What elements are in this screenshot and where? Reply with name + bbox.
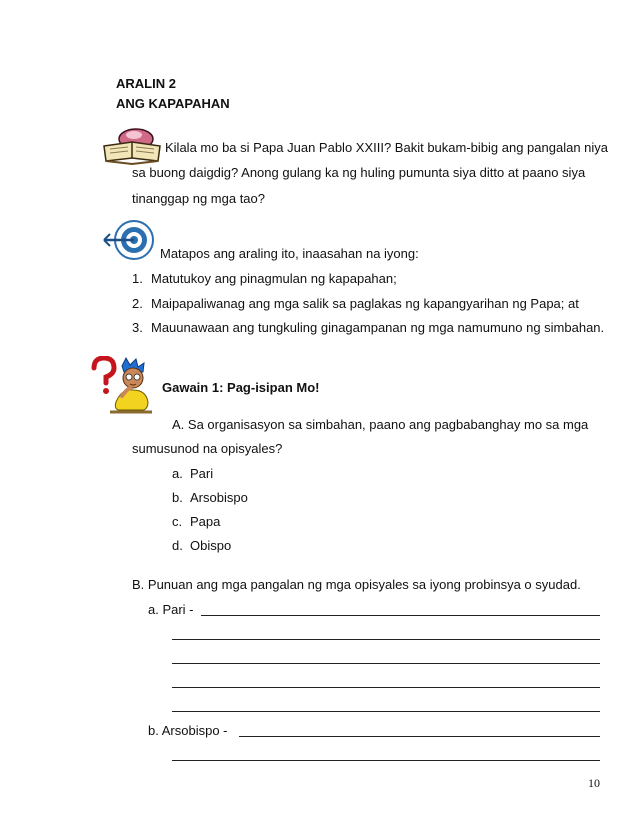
target-arrow-icon xyxy=(100,216,156,266)
option-text-b: Arsobispo xyxy=(190,490,248,505)
answer-line[interactable] xyxy=(172,663,600,664)
objective-num-3: 3. xyxy=(132,320,143,335)
part-a-line-1: A. Sa organisasyon sa simbahan, paano ang pagbabanghay mo sa mga xyxy=(172,417,589,432)
answer-line[interactable] xyxy=(172,711,600,712)
option-letter-b: b. xyxy=(172,490,183,505)
option-letter-c: c. xyxy=(172,514,183,529)
part-b-prompt: B. Punuan ang mga pangalan ng mga opisyales sa iyong probinsya o syudad. xyxy=(132,577,581,592)
answer-line[interactable] xyxy=(172,760,600,761)
lesson-title: ANG KAPAPAHAN xyxy=(116,96,230,111)
objective-num-1: 1. xyxy=(132,271,143,286)
objective-num-2: 2. xyxy=(132,296,143,311)
answer-line[interactable] xyxy=(239,736,600,737)
intro-line-2: sa buong daigdig? Anong gulang ka ng huling pumunta siya ditto at paano siya xyxy=(132,165,586,180)
answer-line[interactable] xyxy=(172,687,600,688)
book-icon xyxy=(100,126,164,166)
objective-text-1: Matutukoy ang pinagmulan ng kapapahan; xyxy=(151,271,397,286)
option-letter-d: d. xyxy=(172,538,183,553)
part-b-label-pari: a. Pari - xyxy=(148,602,194,617)
intro-line-1: Kilala mo ba si Papa Juan Pablo XXIII? Bakit bukam-bibig ang pangalan niya xyxy=(165,140,609,155)
intro-line-3: tinanggap ng mga tao? xyxy=(132,191,265,206)
answer-line[interactable] xyxy=(201,615,600,616)
activity-title: Gawain 1: Pag-isipan Mo! xyxy=(162,380,320,395)
objectives-lead: Matapos ang araling ito, inaasahan na iyong: xyxy=(160,246,419,261)
page-number: 10 xyxy=(588,776,600,790)
lesson-number: ARALIN 2 xyxy=(116,76,176,91)
option-text-a: Pari xyxy=(190,466,214,481)
answer-line[interactable] xyxy=(172,639,600,640)
part-a-line-2: sumusunod na opisyales? xyxy=(132,441,283,456)
part-b-label-arsobispo: b. Arsobispo - xyxy=(148,723,228,738)
option-letter-a: a. xyxy=(172,466,183,481)
option-text-d: Obispo xyxy=(190,538,232,553)
option-text-c: Papa xyxy=(190,514,221,529)
objective-text-2: Maipapaliwanag ang mga salik sa paglakas ng kapangyarihan ng Papa; at xyxy=(151,296,579,311)
thinking-boy-question-icon xyxy=(86,356,154,418)
objective-text-3: Mauunawaan ang tungkuling ginagampanan ng mga namumuno ng simbahan. xyxy=(151,320,605,335)
